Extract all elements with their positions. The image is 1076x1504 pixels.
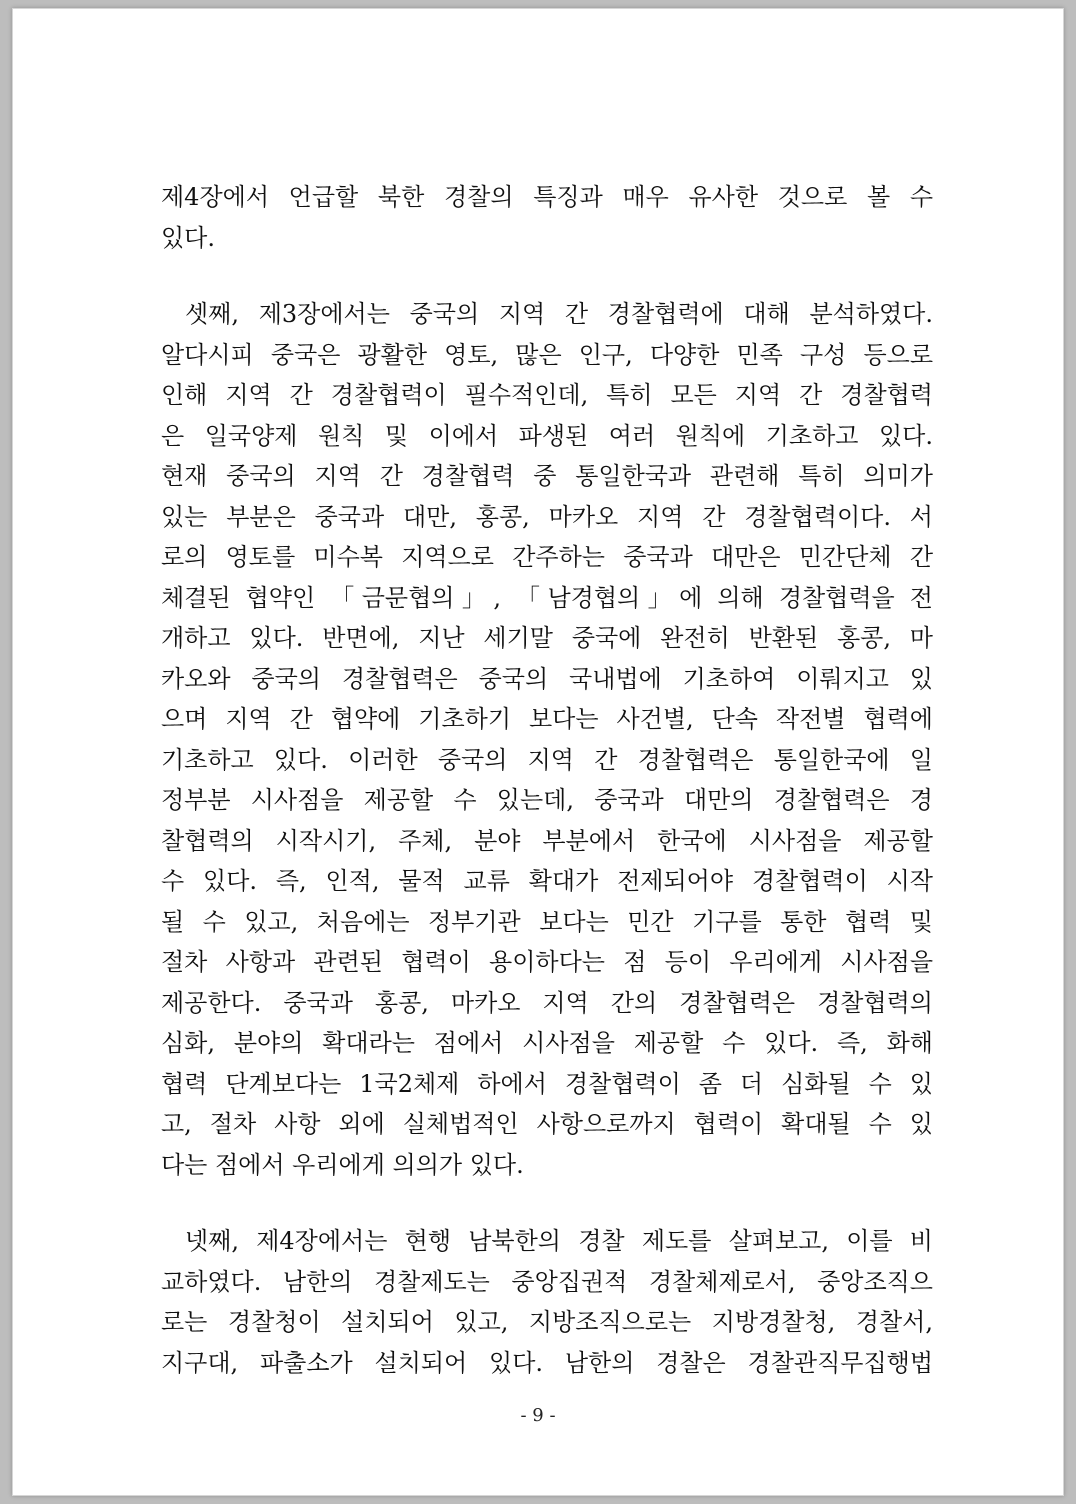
text-line: 심화, 분야의 확대라는 점에서 시사점을 제공할 수 있다. 즉, 화해 [161,1029,933,1057]
paragraph [161,177,933,258]
paragraph-gap [161,258,933,294]
text-line: 제공한다. 중국과 홍콩, 마카오 지역 간의 경찰협력은 경찰협력의 [161,988,933,1017]
text-line: 현재 중국의 지역 간 경찰협력 중 통일한국과 관련해 특히 의미가 [161,462,933,490]
text-line: 넷째, 제4장에서는 현행 남북한의 경찰 제도를 살펴보고, 이를 비 [185,1227,933,1255]
text-line: 개하고 있다. 반면에, 지난 세기말 중국에 완전히 반환된 홍콩, 마 [161,624,933,652]
paragraph [161,1221,933,1383]
text-line: 지구대, 파출소가 설치되어 있다. 남한의 경찰은 경찰관직무집행법 [161,1348,933,1377]
text-line: 체결된 협약인 「금문협의」, 「남경협의」에 의해 경찰협력을 전 [161,583,933,612]
text-line: 협력 단계보다는 1국2체제 하에서 경찰협력이 좀 더 심화될 수 있 [161,1069,933,1098]
text-line: 있는 부분은 중국과 대만, 홍콩, 마카오 지역 간 경찰협력이다. 서 [161,502,933,531]
text-line: 절차 사항과 관련된 협력이 용이하다는 점 등이 우리에게 시사점을 [161,948,933,976]
text-line: 기초하고 있다. 이러한 중국의 지역 간 경찰협력은 통일한국에 일 [161,745,933,774]
text-line: 될 수 있고, 처음에는 정부기관 보다는 민간 기구를 통한 협력 및 [161,907,933,936]
paragraph-gap [161,1185,933,1221]
text-line: 정부분 시사점을 제공할 수 있는데, 중국과 대만의 경찰협력은 경 [161,786,933,814]
paragraph [161,294,933,1185]
text-line: 찰협력의 시작시기, 주체, 분야 부분에서 한국에 시사점을 제공할 [161,826,933,855]
text-line: 있다. [161,223,215,252]
body-text [161,177,933,1383]
text-line: 고, 절차 사항 외에 실체법적인 사항으로까지 협력이 확대될 수 있 [161,1110,933,1138]
page-number: - 9 - [520,1405,556,1426]
text-line: 으며 지역 간 협약에 기초하기 보다는 사건별, 단속 작전별 협력에 [161,705,933,733]
text-line: 제4장에서 언급할 북한 경찰의 특징과 매우 유사한 것으로 볼 수 [161,183,933,211]
text-line: 다는 점에서 우리에게 의의가 있다. [161,1150,524,1179]
text-line: 카오와 중국의 경찰협력은 중국의 국내법에 기초하여 이뤄지고 있 [161,664,933,693]
text-line: 은 일국양제 원칙 및 이에서 파생된 여러 원칙에 기초하고 있다. [161,421,933,450]
document-page [12,8,1064,1496]
text-line: 알다시피 중국은 광활한 영토, 많은 인구, 다양한 민족 구성 등으로 [161,340,933,369]
text-line: 인해 지역 간 경찰협력이 필수적인데, 특히 모든 지역 간 경찰협력 [161,381,933,409]
text-line: 로의 영토를 미수복 지역으로 간주하는 중국과 대만은 민간단체 간 [161,543,933,571]
text-line: 로는 경찰청이 설치되어 있고, 지방조직으로는 지방경찰청, 경찰서, [161,1308,933,1336]
text-line: 셋째, 제3장에서는 중국의 지역 간 경찰협력에 대해 분석하였다. [185,300,933,328]
text-line: 수 있다. 즉, 인적, 물적 교류 확대가 전제되어야 경찰협력이 시작 [161,867,933,895]
text-line: 교하였다. 남한의 경찰제도는 중앙집권적 경찰체제로서, 중앙조직으 [161,1267,933,1296]
